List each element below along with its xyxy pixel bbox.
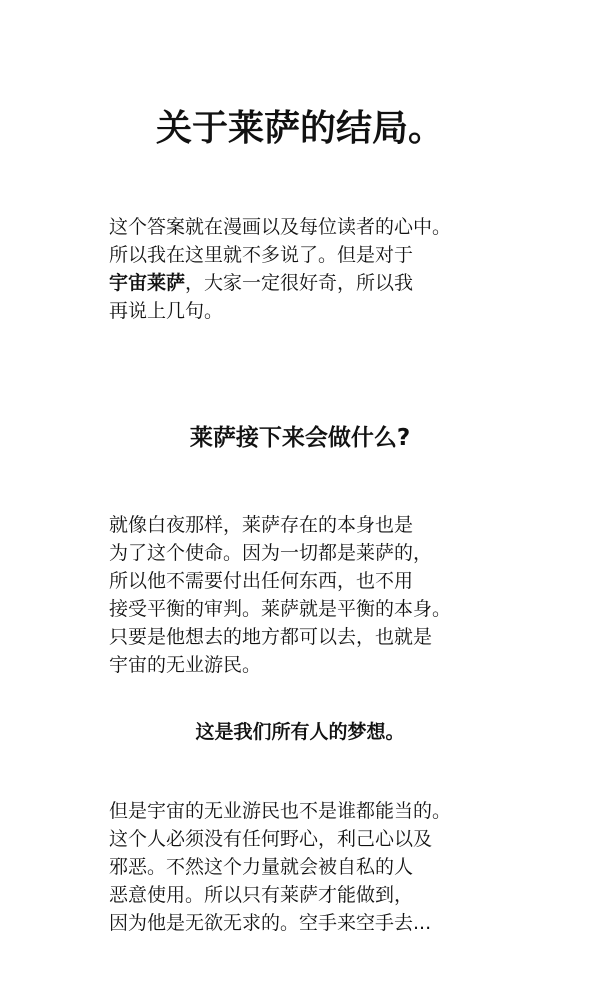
text-line: 邪恶。不然这个力量就会被自私的人 <box>109 856 414 878</box>
text-line: 恶意使用。所以只有莱萨才能做到， <box>109 884 414 906</box>
section-subheading: 这是我们所有人的梦想。 <box>195 721 405 743</box>
text-line: 所以他不需要付出任何东西，也不用 <box>109 570 414 592</box>
text-line <box>109 269 529 297</box>
text-line: 宇宙的无业游民。 <box>109 654 262 676</box>
section-heading: 莱萨接下来会做什么? <box>189 425 411 451</box>
text-line: 所以我在这里就不多说了。但是对于 <box>109 244 414 266</box>
closing-paragraph <box>109 797 529 937</box>
page-title: 关于莱萨的结局。 <box>155 108 444 149</box>
text-line: 只要是他想去的地方都可以去，也就是 <box>109 626 433 648</box>
body-paragraph <box>109 511 529 679</box>
intro-paragraph <box>109 213 529 325</box>
emphasis-text: 宇宙莱萨 <box>109 272 186 294</box>
text-line: 这个答案就在漫画以及每位读者的心中。 <box>109 216 452 238</box>
text-line: 接受平衡的审判。莱萨就是平衡的本身。 <box>109 598 452 620</box>
text-fragment: ，大家一定很好奇，所以我 <box>185 272 414 294</box>
text-line: 再说上几句。 <box>109 300 224 322</box>
text-line: 但是宇宙的无业游民也不是谁都能当的。 <box>109 800 452 822</box>
text-line: 为了这个使命。因为一切都是莱萨的， <box>109 542 433 564</box>
text-line: 就像白夜那样，莱萨存在的本身也是 <box>109 514 414 536</box>
text-line: 因为他是无欲无求的。空手来空手去... <box>109 912 432 934</box>
text-line: 这个人必须没有任何野心，利己心以及 <box>109 828 433 850</box>
